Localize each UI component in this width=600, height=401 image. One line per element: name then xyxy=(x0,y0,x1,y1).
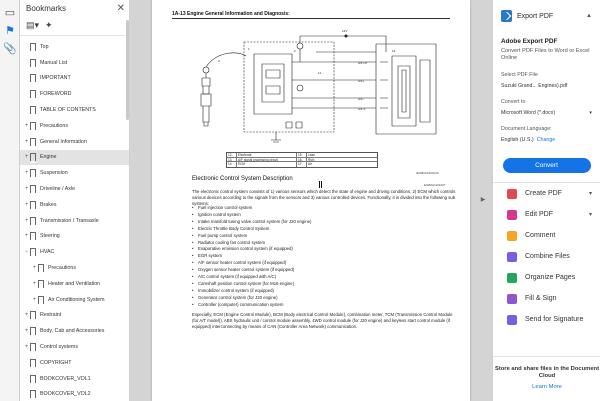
bookmark-icon xyxy=(30,106,36,114)
af-sensor-wiring-diagram xyxy=(166,22,456,152)
tool-item[interactable] xyxy=(493,288,600,309)
expand-toggle-icon[interactable]: + xyxy=(24,328,29,335)
title-rule xyxy=(172,18,450,19)
expand-toggle-icon[interactable]: + xyxy=(32,280,37,287)
chevron-down-icon: ▾ xyxy=(589,110,592,116)
tool-label: Combine Files xyxy=(525,253,570,260)
bookmarks-title: Bookmarks xyxy=(26,3,67,13)
bookmark-item[interactable] xyxy=(20,118,129,134)
bookmark-icon xyxy=(30,232,36,240)
svg-text:11: 11 xyxy=(318,71,322,75)
bookmark-label: Precautions xyxy=(48,265,76,272)
tool-label: Comment xyxy=(525,232,556,239)
bookmark-icon xyxy=(30,43,36,51)
expand-toggle-icon[interactable]: + xyxy=(24,170,29,177)
bookmark-item[interactable] xyxy=(20,323,129,339)
select-file-label: Select PDF File xyxy=(501,72,538,78)
list-item: • EGR system xyxy=(192,253,442,260)
bookmark-item[interactable] xyxy=(20,213,129,229)
convert-to-select[interactable] xyxy=(501,110,592,116)
bookmark-icon xyxy=(30,153,36,161)
legend-cell: Electrode xyxy=(237,153,297,157)
convert-to-label: Convert to xyxy=(501,99,526,105)
tool-item[interactable] xyxy=(493,246,600,267)
legend-cell: A/F signal processing circuit xyxy=(237,158,297,162)
list-item: • Fuel injection control system xyxy=(192,205,442,212)
bookmark-item[interactable] xyxy=(20,134,129,150)
tool-label: Organize Pages xyxy=(525,274,576,281)
bookmark-icon xyxy=(30,327,36,335)
bookmark-label: Brakes xyxy=(40,201,57,208)
bookmark-label: Precautions xyxy=(40,122,68,129)
bookmark-icon xyxy=(38,296,44,304)
list-item: • Camshaft position control system (for M16 engine) xyxy=(192,281,442,288)
svg-text:A/F+: A/F+ xyxy=(358,79,365,83)
bookmark-item[interactable] xyxy=(20,86,129,102)
bookmark-icon xyxy=(30,359,36,367)
tool-icon xyxy=(507,273,517,283)
bookmark-label: IMPORTANT xyxy=(40,75,71,82)
bookmark-label: Transmission / Transaxle xyxy=(40,217,99,224)
chevron-up-icon[interactable]: ▲ xyxy=(586,13,592,19)
bookmark-item[interactable] xyxy=(20,39,129,55)
svg-text:A/F HT: A/F HT xyxy=(358,61,368,65)
bookmark-item[interactable] xyxy=(20,339,129,355)
bookmark-item[interactable] xyxy=(20,371,129,387)
bookmark-label: Body, Cab and Accessories xyxy=(40,328,105,335)
bookmark-label: Suspension xyxy=(40,170,68,177)
app-name: Adobe Export PDF xyxy=(501,38,558,45)
bookmark-item[interactable] xyxy=(20,165,129,181)
app-description: Convert PDF Files to Word or Excel Online xyxy=(501,48,590,61)
tool-label: Create PDF xyxy=(525,190,562,197)
expand-toggle-icon[interactable]: + xyxy=(24,344,29,351)
left-tool-rail xyxy=(0,0,20,401)
tool-list xyxy=(493,183,600,330)
legend-row xyxy=(227,162,377,167)
legend-cell: 14. xyxy=(227,162,237,167)
bookmark-label: HVAC xyxy=(40,249,55,256)
bookmark-icon xyxy=(30,390,36,398)
list-item: • Electric Throttle Body Control System xyxy=(192,226,442,233)
bookmark-item[interactable] xyxy=(20,276,129,292)
bookmark-label: Air Conditioning System xyxy=(48,296,105,303)
bookmark-icon xyxy=(30,311,36,319)
section-title: Electronic Control System Description xyxy=(192,176,293,182)
expand-toggle-icon[interactable]: + xyxy=(24,154,29,161)
list-item: • Radiator cooling fan control system xyxy=(192,240,442,247)
bookmark-icon xyxy=(30,169,36,177)
bookmark-label: Heater and Ventilation xyxy=(48,280,101,287)
section-code: EGB0A1101007 xyxy=(424,183,446,187)
chevron-down-icon[interactable]: ▾ xyxy=(588,212,592,218)
bookmark-label: Top xyxy=(40,43,49,50)
expand-toggle-icon[interactable]: + xyxy=(24,217,29,224)
legend-cell: 15. xyxy=(297,153,307,157)
tool-item[interactable] xyxy=(493,309,600,330)
bookmarks-panel xyxy=(20,0,130,401)
expand-right-panel-icon[interactable]: ▶ xyxy=(480,197,486,203)
svg-text:14: 14 xyxy=(392,49,396,53)
attachments-icon[interactable]: 📎 xyxy=(3,43,17,55)
tool-item[interactable] xyxy=(493,204,600,225)
bookmark-label: Steering xyxy=(40,233,60,240)
bookmark-item[interactable] xyxy=(20,355,129,371)
change-language-link[interactable]: Change xyxy=(536,137,556,143)
tool-label: Edit PDF xyxy=(525,211,554,218)
bookmark-item[interactable] xyxy=(20,387,129,401)
bookmark-icon xyxy=(30,185,36,193)
expand-toggle-icon[interactable]: + xyxy=(24,233,29,240)
tool-label: Fill & Sign xyxy=(525,295,557,302)
promo-text: Store and share files in the Document Cloud xyxy=(494,366,600,379)
bookmark-item[interactable] xyxy=(20,71,129,87)
bookmark-item[interactable] xyxy=(20,244,129,260)
bookmark-label: General Information xyxy=(40,138,87,145)
bookmark-icon xyxy=(30,201,36,209)
chevron-down-icon[interactable]: ▾ xyxy=(588,191,592,197)
expand-toggle-icon[interactable]: + xyxy=(24,122,29,129)
export-pdf-icon xyxy=(501,10,512,22)
selected-file[interactable] xyxy=(501,83,592,89)
bookmark-options-icon[interactable]: ▤▾ xyxy=(26,20,40,30)
list-item: • Ignition control system xyxy=(192,212,442,219)
expand-toggle-icon[interactable]: + xyxy=(24,186,29,193)
bookmark-label: FOREWORD xyxy=(40,91,72,98)
tools-panel xyxy=(492,0,600,401)
bookmark-item[interactable] xyxy=(20,260,129,276)
bookmark-item[interactable] xyxy=(20,181,129,197)
bookmark-icon xyxy=(30,74,36,82)
export-pdf-title: Export PDF xyxy=(517,12,554,20)
document-cloud-promo xyxy=(493,356,600,401)
convert-to-value: Microsoft Word (*.docx) xyxy=(501,110,556,116)
list-item: • Evaporative emission control system (if equipped) xyxy=(192,246,442,253)
document-view[interactable] xyxy=(131,0,492,401)
pdf-page xyxy=(152,0,470,401)
bookmark-icon xyxy=(38,264,44,272)
expand-toggle-icon[interactable]: + xyxy=(24,138,29,145)
bookmark-label: BOOKCOVER_VOL2 xyxy=(40,391,91,398)
doc-language-value: English (U.S.) xyxy=(501,137,534,143)
bookmark-item[interactable] xyxy=(20,229,129,245)
svg-text:A/F−: A/F− xyxy=(358,97,365,101)
svg-text:2: 2 xyxy=(294,49,296,53)
svg-text:A/F A: A/F A xyxy=(358,107,366,111)
svg-text:1: 1 xyxy=(248,47,250,51)
bookmark-icon xyxy=(30,248,36,256)
bookmark-label: Control systems xyxy=(40,344,78,351)
legend-cell: 16. xyxy=(297,158,307,162)
legend-cell: Rich xyxy=(308,157,315,162)
bookmarks-scrollbar[interactable] xyxy=(125,16,129,401)
bookmark-label: Driveline / Axle xyxy=(40,186,76,193)
bookmark-label: TABLE OF CONTENTS xyxy=(40,107,96,114)
bookmark-item[interactable] xyxy=(20,308,129,324)
bookmark-label: BOOKCOVER_VOL1 xyxy=(40,375,91,382)
legend-cell: ECM xyxy=(237,162,297,167)
scrollbar-thumb[interactable] xyxy=(126,20,129,120)
tool-icon xyxy=(507,294,517,304)
bookmark-icon xyxy=(30,375,36,383)
bookmark-label: Engine xyxy=(40,154,57,161)
list-item: • A/C control system (if equipped with A/C) xyxy=(192,274,442,281)
bookmark-item[interactable] xyxy=(20,197,129,213)
doc-language-label: Document Language: xyxy=(501,126,552,132)
expand-toggle-icon[interactable]: + xyxy=(24,201,29,208)
expand-toggle-icon[interactable]: + xyxy=(32,265,37,272)
outro-paragraph: Especially, ECM (Engine Control Module), BCM (Body electrical Control Module), combination meter, TCM (Transmission Control Module (for A/T model)), ABS hydraulic unit / control module assembly, 4WD control module (for J20 engine) and keyless start control module (if equipped) interconnecting by means of CAN (Controller Area Network) communication. xyxy=(192,312,453,329)
list-item: • Intake manifold tuning valve control system (for J20 engine) xyxy=(192,219,442,226)
bookmark-icon xyxy=(30,122,36,130)
tool-item[interactable] xyxy=(493,225,600,246)
tool-icon xyxy=(507,189,517,199)
doc-language-row xyxy=(501,137,592,143)
legend-cell: 13. xyxy=(227,158,237,162)
list-item: • Controller (computer) communication system xyxy=(192,302,442,309)
list-item: • Oxygen sensor heater control system (if equipped) xyxy=(192,267,442,274)
page-title: 1A-13 Engine General Information and Diagnosis: xyxy=(172,11,290,17)
bookmark-icon xyxy=(30,343,36,351)
new-bookmark-icon[interactable]: ✦ xyxy=(45,20,53,30)
bookmark-label: Restraint xyxy=(40,312,62,319)
bookmark-icon xyxy=(30,59,36,67)
list-item: • Generator control system (for J20 engine) xyxy=(192,295,442,302)
bookmark-label: Manual List xyxy=(40,59,68,66)
tool-icon xyxy=(507,231,517,241)
tool-icon xyxy=(507,210,517,220)
tool-icon xyxy=(507,252,517,262)
figure-code: IEGB0A1901040 xyxy=(416,171,439,175)
list-item: • Fuel pump control system xyxy=(192,233,442,240)
close-icon[interactable]: ✕ xyxy=(116,2,125,14)
export-pdf-header[interactable] xyxy=(493,0,600,32)
subsystem-list xyxy=(192,205,442,309)
bookmark-icon xyxy=(30,138,36,146)
bookmark-icon xyxy=(30,217,36,225)
selected-file-name: Suzuki Grand... Engines).pdf xyxy=(501,83,568,89)
tool-item[interactable] xyxy=(493,267,600,288)
bookmark-item[interactable] xyxy=(20,55,129,71)
svg-text:12V: 12V xyxy=(342,29,348,33)
expand-toggle-icon[interactable]: − xyxy=(24,249,29,256)
legend-cell: 12. xyxy=(227,153,237,157)
intro-paragraph: The electronic control system consists of 1) various sensors which detect the state of engine and driving conditions, 2) ECM which controls various devices according to the signals from the sensors and 3) various controlled devices. Functionally, it is divided into the following sub systems: xyxy=(192,189,456,206)
tool-icon xyxy=(507,315,517,325)
tool-label: Send for Signature xyxy=(525,316,584,323)
page-thumbnails-icon[interactable]: ▭ xyxy=(4,7,16,19)
legend-cell: 17. xyxy=(297,162,307,167)
list-item: • A/F sensor heater control system (if equipped) xyxy=(192,260,442,267)
bookmark-label: COPYRIGHT xyxy=(40,359,72,366)
bookmark-item[interactable] xyxy=(20,102,129,118)
list-item: • Immobilizer control system (if equipped) xyxy=(192,288,442,295)
tool-item[interactable] xyxy=(493,183,600,204)
expand-toggle-icon[interactable]: + xyxy=(24,312,29,319)
svg-text:3: 3 xyxy=(218,59,220,63)
bookmark-list xyxy=(20,36,129,401)
bookmark-icon xyxy=(38,280,44,288)
learn-more-link[interactable]: Learn More xyxy=(532,384,562,390)
convert-button[interactable]: Convert xyxy=(503,158,591,173)
bookmark-item[interactable] xyxy=(20,150,129,166)
legend-cell: Air xyxy=(308,162,312,167)
bookmark-item[interactable] xyxy=(20,292,129,308)
bookmark-icon xyxy=(30,90,36,98)
figure-legend xyxy=(226,152,378,168)
legend-cell: Lean xyxy=(308,153,316,157)
text-select-cursor-icon xyxy=(319,181,322,188)
expand-toggle-icon[interactable]: + xyxy=(32,296,37,303)
bookmarks-icon[interactable]: ⚑ xyxy=(5,25,15,37)
